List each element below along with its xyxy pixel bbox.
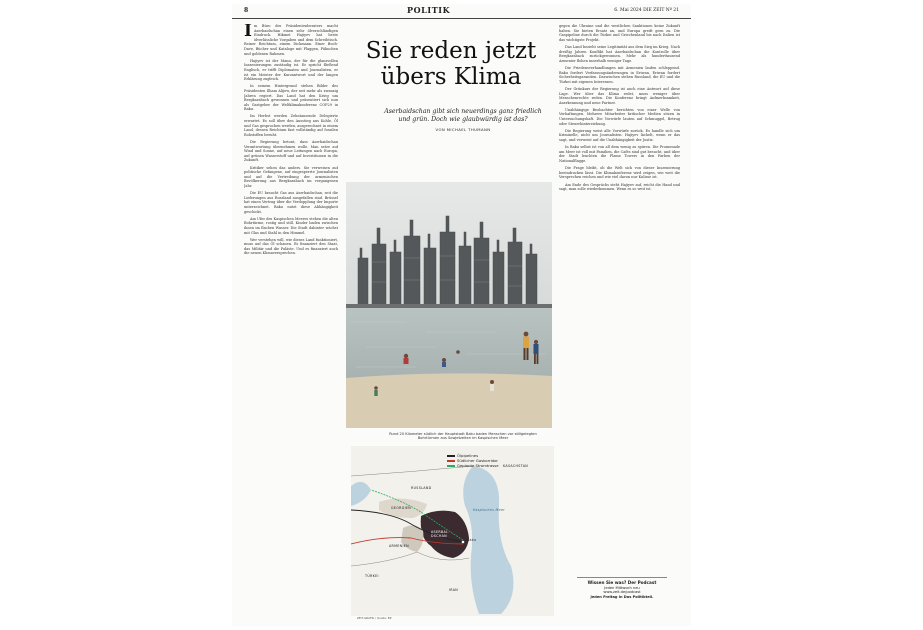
paragraph: Im Herbst werden Zehntausende Delegierte erwartet. Es soll über den Ausstieg aus Kohle, Öl und Gas gesprochen werden, ausgerechnet in einem Land, dessen Reichtum fast vollständig auf fossilen Rohstoffen beruht. (244, 114, 338, 137)
oil-rigs-beach-photo (346, 182, 552, 428)
podcast-title: Wissen Sie was? Der Podcast (587, 580, 657, 585)
paragraph: Unabhängige Beobachter berichten von einer Welle von Verhaftungen. Mehrere Mitarbeiter kritischer Medien sitzen in Untersuchungshaft. Die Vorwürfe lauten auf Schmuggel, Betrug oder Steuerhinterziehung. (559, 107, 680, 126)
article-byline: VON MICHAEL THUMANN (435, 127, 491, 132)
map-source: ZEIT-GRAFIK / Quelle: BP (357, 616, 392, 620)
paragraph: Wer verstehen will, wie dieses Land funktioniert, muss auf das Öl schauen. Es finanziert den Staat, das Militär und die Paläste. Und es finanziert auch die neuen Klimaversprechen. (244, 237, 338, 256)
dropcap: I (244, 24, 252, 41)
podcast-line: Jeden Freitag in Das Politikteil. (590, 594, 654, 599)
podcast-box (577, 577, 667, 599)
legend-item: Geplante Stromtrasse (447, 463, 499, 468)
region-map (351, 446, 554, 626)
paragraph: Das Land bezieht seine Legitimität aus dem Sieg im Krieg. Nach dreißig Jahren Konflikt hat Aserbaidschan die Kontrolle über Bergkarabach zurückgewonnen. Mehr als hunderttausend Armenier flohen innerhalb weniger Tage. (559, 44, 680, 63)
paragraph: gegen die Ukraine und die westlichen Sanktionen keine Zukunft haben. Sie bieten Ersatz an, und Europa greift gern zu. Die Gaspipeline durch die Türkei und Griechenland bis nach Italien ist das wichtigste Projekt. (559, 24, 680, 42)
label-caspian: Kaspisches Meer (473, 508, 505, 512)
label-baku: Baku (467, 538, 477, 542)
paragraph: In seinem Hintergrund stehen Bilder des Präsidenten Ilham Alijew, der seit mehr als zwanzig Jahren regiert. Das Land hat den Krieg um Bergkarabach gewonnen und präsentiert sich nun als Gastgeber der Weltklimakonferenz COP29 in Baku. (244, 84, 338, 112)
paragraph: Die Frage bleibt, ob die Welt sich von dieser Inszenierung beeindrucken lässt. Die Klimakonferenz wird zeigen, wie weit die Versprechen reichen und wie viel davon nur Kulisse ist. (559, 166, 680, 180)
right-text-column (559, 24, 680, 564)
paragraph: Der Grünkurs der Regierung ist auch eine Antwort auf diese Lage. Wer über das Klima redet, muss weniger über Menschenrechte reden. Die Konferenz bringt Aufmerksamkeit, Anerkennung und neue Partner. (559, 86, 680, 105)
section-title: POLITIK (407, 5, 451, 15)
issue-info: 6. Mai 2024 DIE ZEIT Nº 21 (614, 8, 679, 13)
article-headline: Sie reden jetzt übers Klima (365, 38, 537, 90)
newspaper-page (232, 4, 691, 626)
paragraph: Die Regierung weist alle Vorwürfe zurück. Es handle sich um Kriminelle, nicht um Journalisten. Hajiyev lächelt, wenn er das sagt, und verweist auf die Unabhängigkeit der Justiz. (559, 128, 680, 143)
label-aserbaidschan: ASERBAI- DSCHAN (431, 530, 449, 538)
paragraph: Hajiyev ist der Mann, der für die glanzvollen Inszenierungen zuständig ist. Er spricht fließend Englisch, er trifft Diplomaten und Journalisten, er ist ein Meister der Kurzantwort und der langen Erklärung zugleich. (244, 58, 338, 82)
paragraph: Kritiker sehen das anders. Sie verweisen auf politische Gefangene, auf eingesperrte Journalisten und auf die Vertreibung der armenischen Bevölkerung aus Bergkarabach im vergangenen Jahr. (244, 165, 338, 188)
baku-marker (461, 540, 464, 543)
paragraph: Im Büro des Präsidentenberaters macht Aserbaidschan einen sehr ölverschländigen Eindruck. Hikmet Hajiyev hat beste ölverlässliche Vorgaben und dem Schreibtisch. Reiner Reichtum, einem Dickmann. Einer Buch-Dave, Bücher und Kataloge mit Flaggen, Fähnchen und goldenen Rahmen. (244, 24, 338, 56)
label-georgien: GEORGIEN (391, 506, 411, 510)
paragraph: Die Friedensverhandlungen mit Armenien laufen schleppend. Baku fordert Verfassungsänderungen in Eriwan, Eriwan fordert Sicherheitsgarantien. Dazwischen stehen Russland, die EU und die Türkei mit eigenen Interessen. (559, 65, 680, 84)
paragraph: Die EU braucht Gas aus Aserbaidschan, seit die Lieferungen aus Russland ausgefallen sind. Brüssel hat einen Vertrag über die Verdopplung der Importe unterzeichnet. Baku nutzt diese Abhängigkeit geschickt. (244, 191, 338, 214)
map-legend (447, 453, 499, 468)
label-kasachstan: KASACHSTAN (503, 464, 529, 468)
paragraph: Am Ufer des Kaspischen Meeres stehen die alten Bohrtürme, rostig und still. Kinder baden zwischen ihnen im flachen Wasser. Die Stadt dahinter wächst mit Glas und Stahl in den Himmel. (244, 216, 338, 235)
left-text-column (244, 24, 338, 620)
label-iran: IRAN (449, 588, 459, 592)
legend-item: Südlicher Gaskorridor (447, 458, 499, 463)
paragraph: Die Regierung betont, dass Aserbaidschan Verantwortung übernehmen wolle. Man setze auf Wind und Sonne, auf neue Leitungen nach Europa, auf grünen Wasserstoff und auf Investitionen in die Zukunft. (244, 140, 338, 163)
article-photo (346, 182, 552, 428)
paragraph: Am Ende des Gesprächs steht Hajiyev auf, reicht die Hand und sagt, man solle wiederkommen. Wenn es so weit ist. (559, 182, 680, 192)
label-turkei: TÜRKEI (365, 574, 379, 578)
article-dek: Aserbaidschan gibt sich neuerdings ganz friedlich und grün. Doch wie glaubwürdig ist das? (384, 108, 542, 124)
label-russland: RUSSLAND (411, 486, 432, 490)
paragraph: In Baku selbst ist von all dem wenig zu spüren. Die Promenade am Meer ist voll mit Familien, die Cafés sind gut besucht, und über der Stadt leuchten die Flame Towers in den Farben der Nationalflagge. (559, 145, 680, 163)
page-number: 8 (244, 7, 249, 14)
label-armenien: ARMENIEN (389, 544, 409, 548)
page-header (232, 4, 691, 19)
podcast-line: Jeden Mittwoch neu (604, 585, 640, 590)
photo-caption: Rund 20 Kilometer südlich der Hauptstadt Baku baden Menschen vor stillgelegten Bohrtürmen aus Sowjetzeiten im Kaspischen Meer (389, 432, 537, 441)
podcast-link[interactable]: www.zeit.de/podcast (603, 590, 641, 595)
legend-item: Ölpipelines (447, 453, 499, 458)
